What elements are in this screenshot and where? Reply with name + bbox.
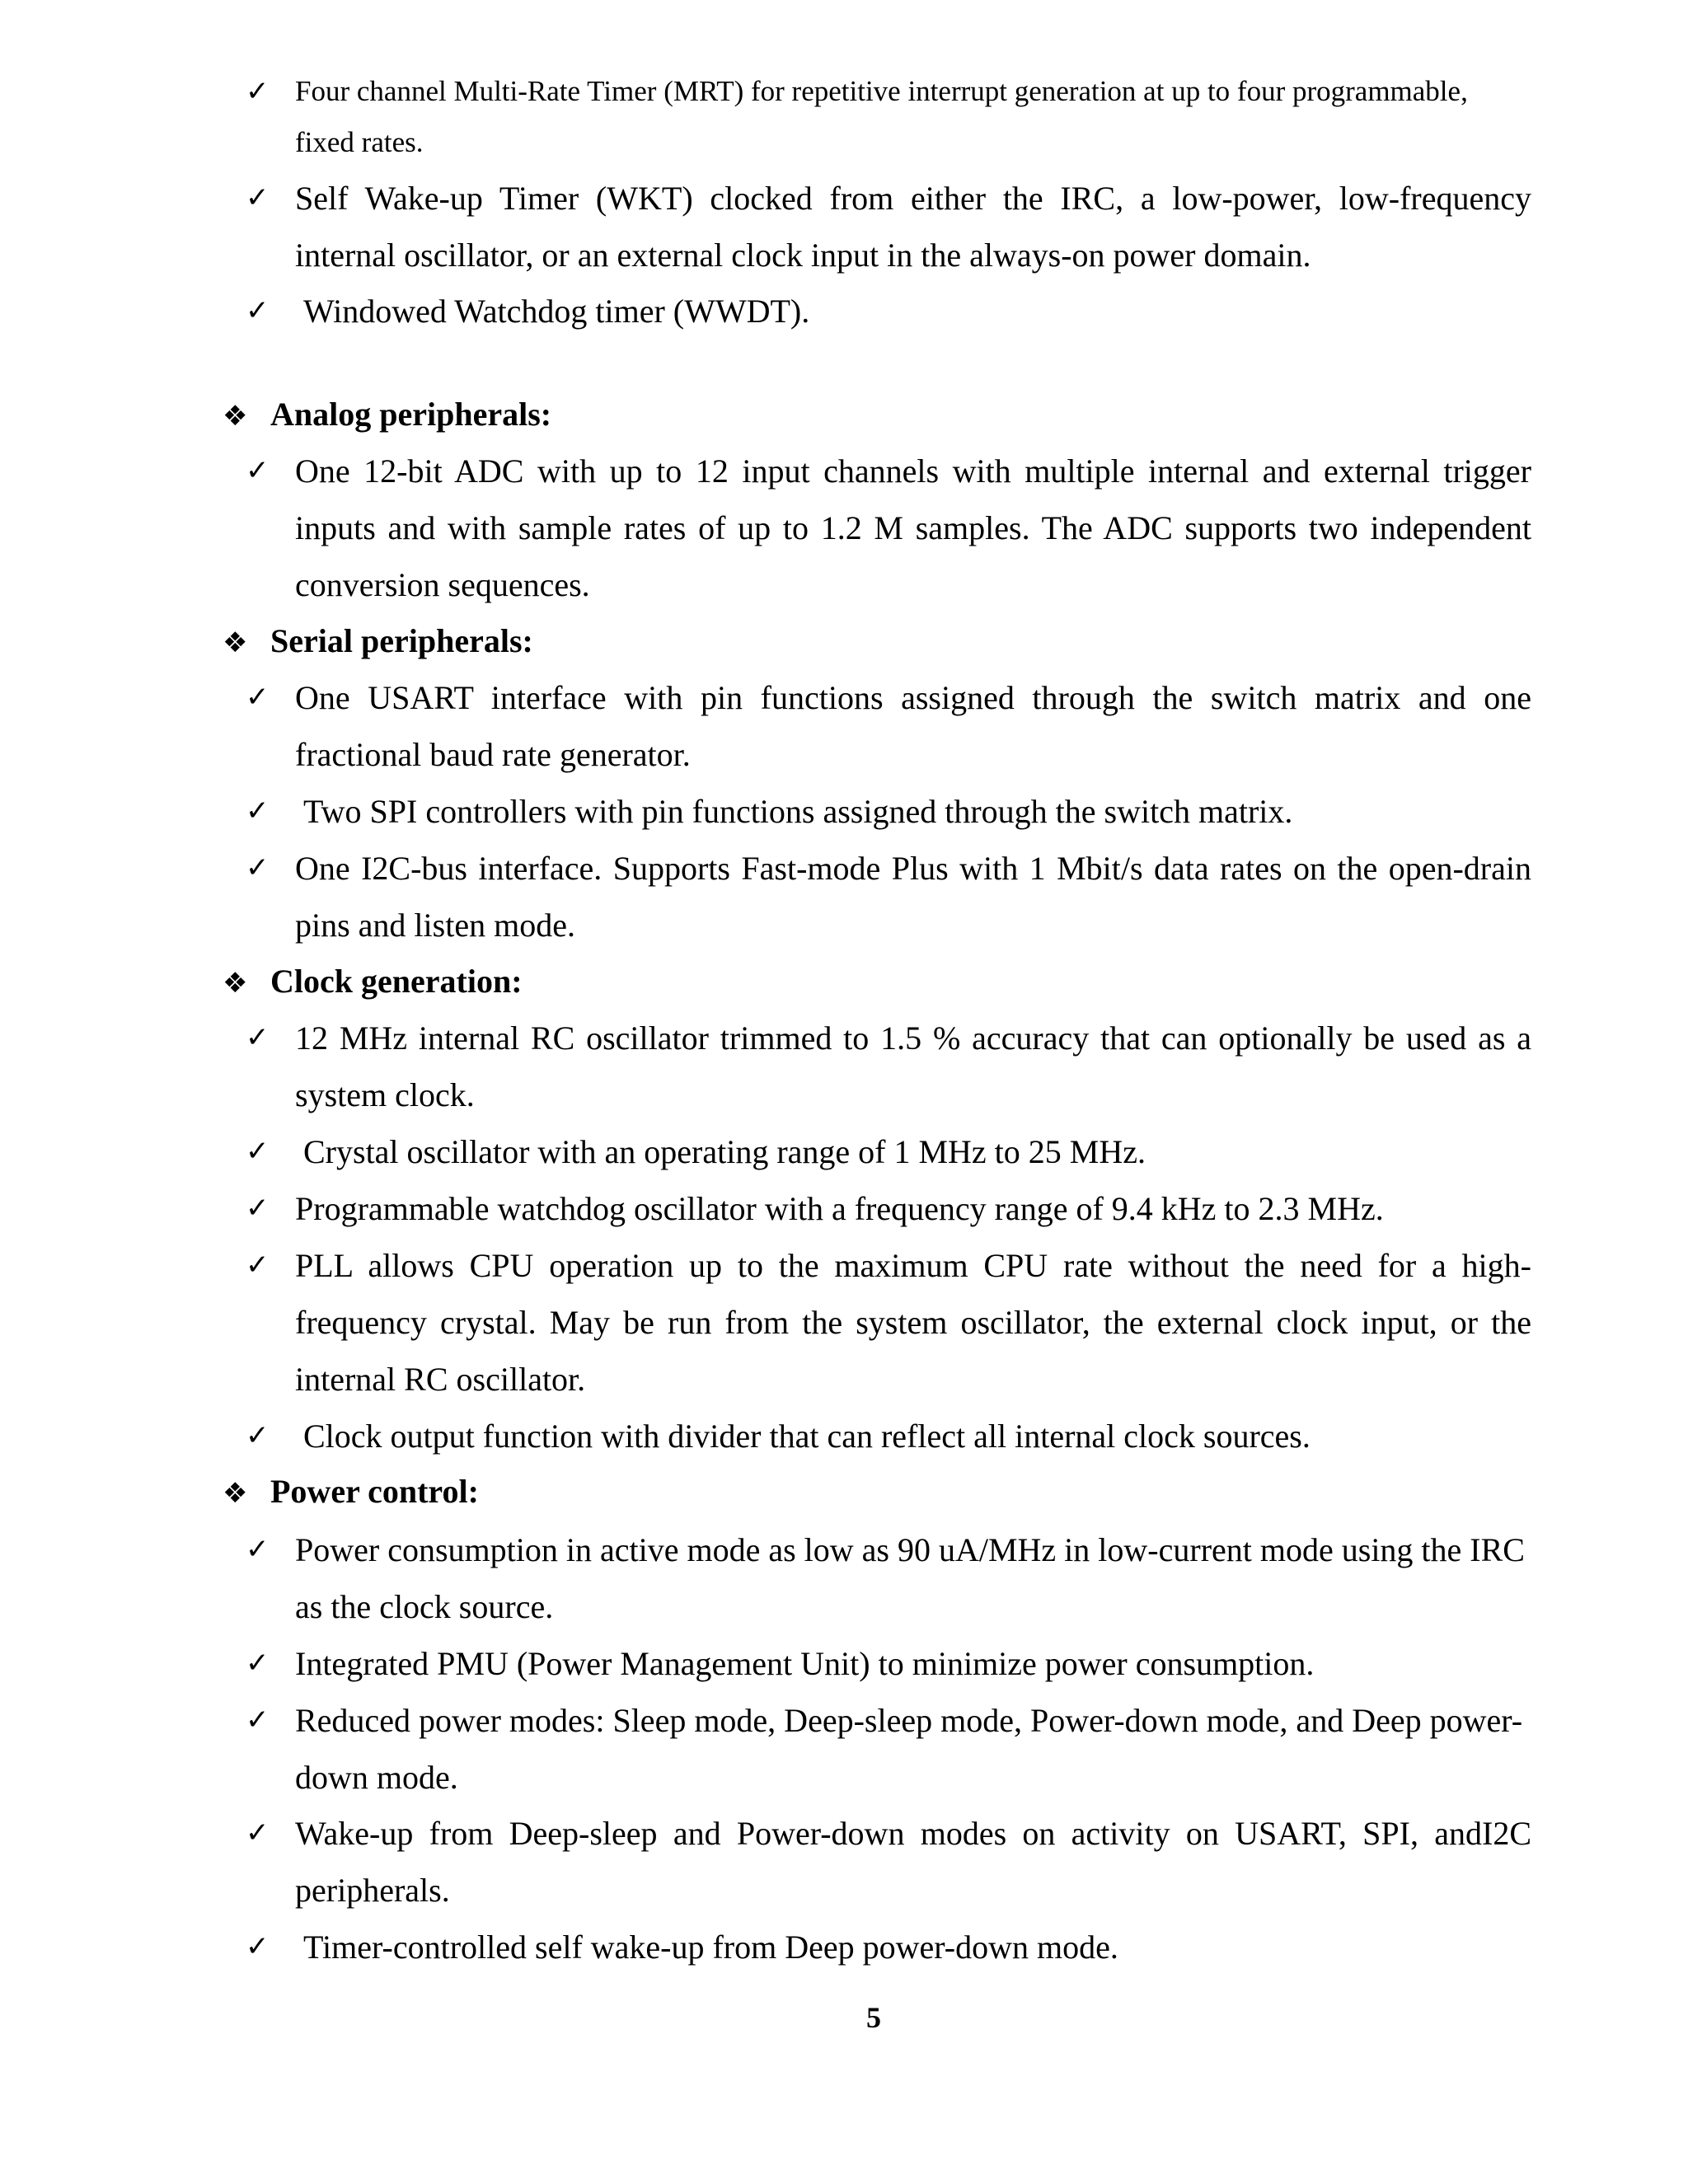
- checkmark-icon: ✓: [246, 294, 270, 327]
- list-item: [246, 783, 1531, 840]
- list-item: [246, 669, 1531, 783]
- list-item: [246, 443, 1531, 613]
- list-item-text: One I2C-bus interface. Supports Fast-mode Plus with 1 Mbit/s data rates on the open-drain pins and listen mode.: [295, 850, 1531, 944]
- checkmark-icon: ✓: [246, 851, 270, 884]
- checkmark-icon: ✓: [246, 681, 270, 714]
- list-item: [246, 1123, 1531, 1180]
- list-item-text: Wake-up from Deep-sleep and Power-down modes on activity on USART, SPI, andI2C peripherals.: [295, 1815, 1531, 1909]
- list-item-text: PLL allows CPU operation up to the maximum CPU rate without the need for a high-frequency crystal. May be run from the system oscillator, the external clock input, or the internal RC oscillator.: [295, 1247, 1531, 1398]
- list-item: [246, 1919, 1531, 1975]
- list-item: [246, 1237, 1531, 1408]
- checkmark-icon: ✓: [246, 1021, 270, 1054]
- diamond-bullet-icon: ❖: [223, 967, 248, 1000]
- list-item: [246, 1635, 1531, 1692]
- list-item-text: Four channel Multi-Rate Timer (MRT) for repetitive interrupt generation at up to four programmable, fixed rates.: [295, 75, 1468, 158]
- checkmark-icon: ✓: [246, 1533, 270, 1566]
- list-item-text: Two SPI controllers with pin functions assigned through the switch matrix.: [303, 793, 1293, 830]
- list-item-text: 12 MHz internal RC oscillator trimmed to 1.5 % accuracy that can optionally be used as a system clock.: [295, 1019, 1531, 1113]
- list-item: [246, 1521, 1531, 1635]
- list-item-text: One 12-bit ADC with up to 12 input channels with multiple internal and external trigger inputs and with sample rates of up to 1.2 M samples. The ADC supports two independent conversion sequences.: [295, 452, 1531, 603]
- checkmark-icon: ✓: [246, 1192, 270, 1225]
- list-item: [246, 66, 1531, 168]
- checkmark-icon: ✓: [246, 1135, 270, 1168]
- checkmark-icon: ✓: [246, 1419, 270, 1452]
- section-heading: [223, 616, 533, 668]
- checkmark-icon: ✓: [246, 1816, 270, 1849]
- list-item: [246, 1010, 1531, 1123]
- list-item-text: Timer-controlled self wake-up from Deep power-down mode.: [303, 1929, 1118, 1966]
- list-item: [246, 1692, 1531, 1806]
- page-number: 5: [866, 2001, 881, 2034]
- section-heading-text: Clock generation:: [270, 963, 523, 1000]
- checkmark-icon: ✓: [246, 1930, 270, 1963]
- section-heading: [223, 1467, 479, 1518]
- checkmark-icon: ✓: [246, 1647, 270, 1680]
- list-item-text: Integrated PMU (Power Management Unit) to minimize power consumption.: [295, 1645, 1315, 1682]
- checkmark-icon: ✓: [246, 75, 270, 108]
- list-item: [246, 1408, 1531, 1465]
- diamond-bullet-icon: ❖: [223, 400, 248, 433]
- list-item-text: Power consumption in active mode as low as 90 uA/MHz in low-current mode using the IRC as the clock source.: [295, 1531, 1525, 1625]
- list-item-text: Windowed Watchdog timer (WWDT).: [303, 293, 810, 330]
- checkmark-icon: ✓: [246, 181, 270, 214]
- list-item-text: Reduced power modes: Sleep mode, Deep-sleep mode, Power-down mode, and Deep power-down mode.: [295, 1702, 1523, 1796]
- list-item-text: Self Wake-up Timer (WKT) clocked from either the IRC, a low-power, low-frequency internal oscillator, or an external clock input in the always-on power domain.: [295, 180, 1531, 274]
- diamond-bullet-icon: ❖: [223, 1477, 248, 1510]
- section-heading-text: Serial peripherals:: [270, 622, 533, 659]
- list-item: [246, 1805, 1531, 1919]
- section-heading-text: Analog peripherals:: [270, 396, 552, 433]
- list-item-text: Clock output function with divider that can reflect all internal clock sources.: [303, 1418, 1311, 1455]
- checkmark-icon: ✓: [246, 794, 270, 827]
- checkmark-icon: ✓: [246, 1249, 270, 1282]
- list-item: [246, 840, 1531, 954]
- checkmark-icon: ✓: [246, 1704, 270, 1736]
- list-item-text: Crystal oscillator with an operating range of 1 MHz to 25 MHz.: [303, 1133, 1146, 1170]
- diamond-bullet-icon: ❖: [223, 626, 248, 659]
- section-heading: [223, 390, 551, 441]
- list-item: [246, 1180, 1531, 1237]
- list-item-text: One USART interface with pin functions assigned through the switch matrix and one fractional baud rate generator.: [295, 679, 1531, 773]
- section-heading: [223, 957, 523, 1008]
- list-item-text: Programmable watchdog oscillator with a frequency range of 9.4 kHz to 2.3 MHz.: [295, 1190, 1384, 1227]
- list-item: [246, 170, 1531, 284]
- list-item: [246, 283, 1531, 340]
- section-heading-text: Power control:: [270, 1473, 479, 1510]
- checkmark-icon: ✓: [246, 454, 270, 487]
